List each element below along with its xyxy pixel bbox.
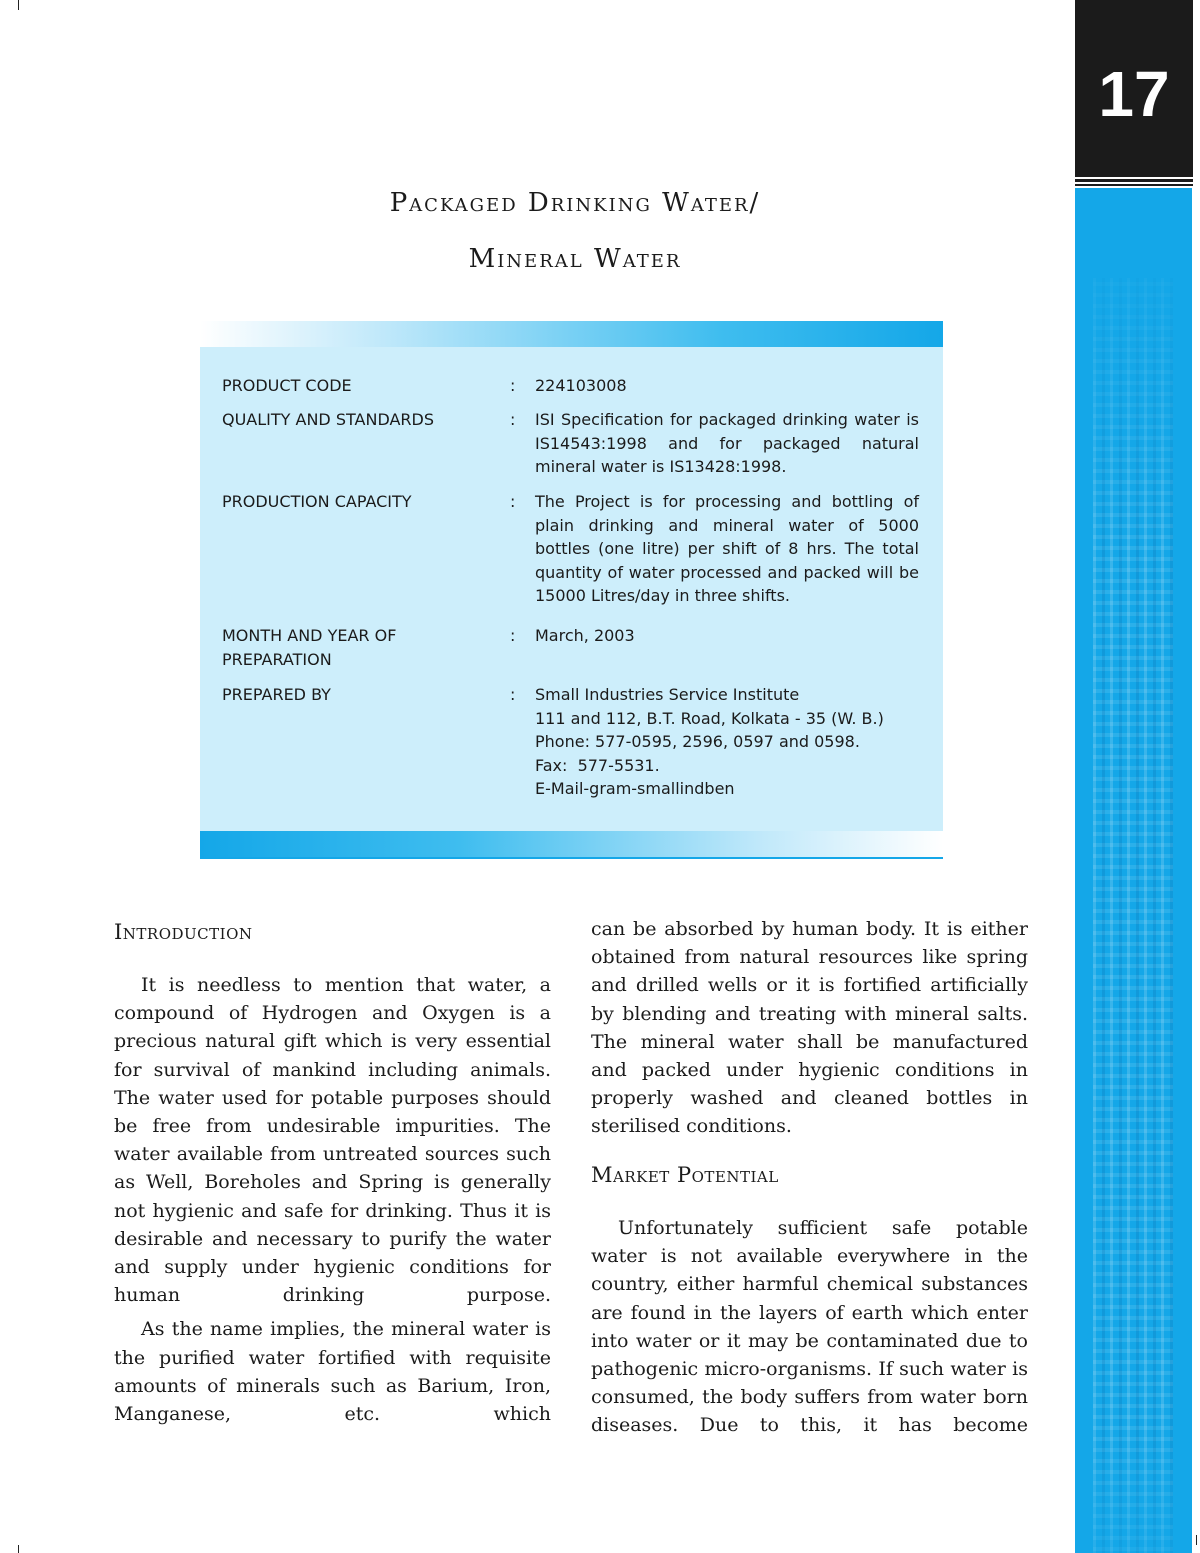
- market-paragraph-1: Unfortunately sufficient safe potable water is not available everywhere in the country, either harmful chemical substances are found in the layers of earth which enter into water or it may be contaminated due to pathogenic micro-organisms. If such water is consumed, the body suffers from water born diseases. Due to this, it has become: [591, 1217, 1028, 1437]
- info-value: The Project is for processing and bottling of plain drinking and mineral water of 5000 bottles (one litre) per shift of 8 hrs. The total quantity of water processed and packed will be 15000 Litres/day in three shifts.: [535, 492, 919, 605]
- info-colon: :: [510, 685, 516, 704]
- info-value: [535, 683, 919, 801]
- address-line: Fax: 577-5531.: [535, 755, 660, 775]
- intro-heading: Introduction: [114, 920, 253, 944]
- side-color-bar: [1075, 188, 1192, 1553]
- address-line: E-Mail-gram-smallindben: [535, 779, 735, 798]
- tab-divider: [1075, 179, 1193, 182]
- market-heading: Market Potential: [591, 1163, 779, 1187]
- info-label: QUALITY AND STANDARDS: [222, 410, 435, 429]
- intro-paragraph-2: As the name implies, the mineral water is the purified water fortified with requisite amounts of minerals such as Barium, Iron, Manganese, etc. which: [114, 1318, 551, 1426]
- chapter-tab: [1075, 0, 1193, 177]
- info-box-rule: [200, 857, 943, 859]
- side-bar-texture: [1093, 278, 1173, 1553]
- info-value: ISI Specification for packaged drinking water is IS14543:1998 and for packaged natural mineral water is IS13428:1998.: [535, 410, 919, 476]
- info-colon: :: [510, 626, 516, 645]
- info-label: PRODUCT CODE: [222, 376, 352, 395]
- chapter-number: 17: [1098, 58, 1170, 130]
- page-title-line2: Mineral Water: [468, 244, 682, 274]
- info-box-top-band: [200, 321, 943, 347]
- intro-paragraph-2-continued: can be absorbed by human body. It is either obtained from natural resources like spring and drilled wells or it is fortified artificially by blending and treating with mineral salts. The mineral water shall be manufactured and packed under hygienic conditions in properly washed and cleaned bottles in sterilised conditions.: [591, 918, 1028, 1138]
- info-label: PRODUCTION CAPACITY: [222, 492, 412, 511]
- tab-divider: [1075, 184, 1193, 186]
- address-line: Small Industries Service Institute: [535, 685, 800, 704]
- info-label: PREPARED BY: [222, 685, 331, 704]
- crop-mark-bottom-left: [18, 1545, 19, 1553]
- left-column: [114, 971, 551, 1428]
- info-box: [200, 347, 943, 831]
- right-column: [591, 915, 1028, 1141]
- page-title-line1: Packaged Drinking Water/: [389, 188, 761, 218]
- info-colon: :: [510, 410, 516, 429]
- info-value: March, 2003: [535, 626, 635, 645]
- info-value: 224103008: [535, 376, 627, 395]
- address-line: Phone: 577-0595, 2596, 0597 and 0598.: [535, 732, 860, 751]
- right-column-market: [591, 1214, 1028, 1440]
- address-line: 111 and 112, B.T. Road, Kolkata - 35 (W. B.): [535, 708, 884, 728]
- info-box-bottom-band: [200, 831, 943, 857]
- crop-mark-top-left: [18, 0, 19, 10]
- crop-mark-bottom-right: [1196, 1535, 1197, 1545]
- intro-paragraph-1: It is needless to mention that water, a compound of Hydrogen and Oxygen is a precious natural gift which is very essential for survival of mankind including animals. The water used for potable purposes should be free from undesirable impurities. The water available from untreated sources such as Well, Boreholes and Spring is generally not hygienic and safe for drinking. Thus it is desirable and necessary to purify the water and supply under hygienic conditions for human drinking purpose.: [114, 974, 551, 1307]
- info-colon: :: [510, 376, 516, 395]
- info-label: MONTH AND YEAR OF PREPARATION: [222, 626, 397, 669]
- info-colon: :: [510, 492, 516, 511]
